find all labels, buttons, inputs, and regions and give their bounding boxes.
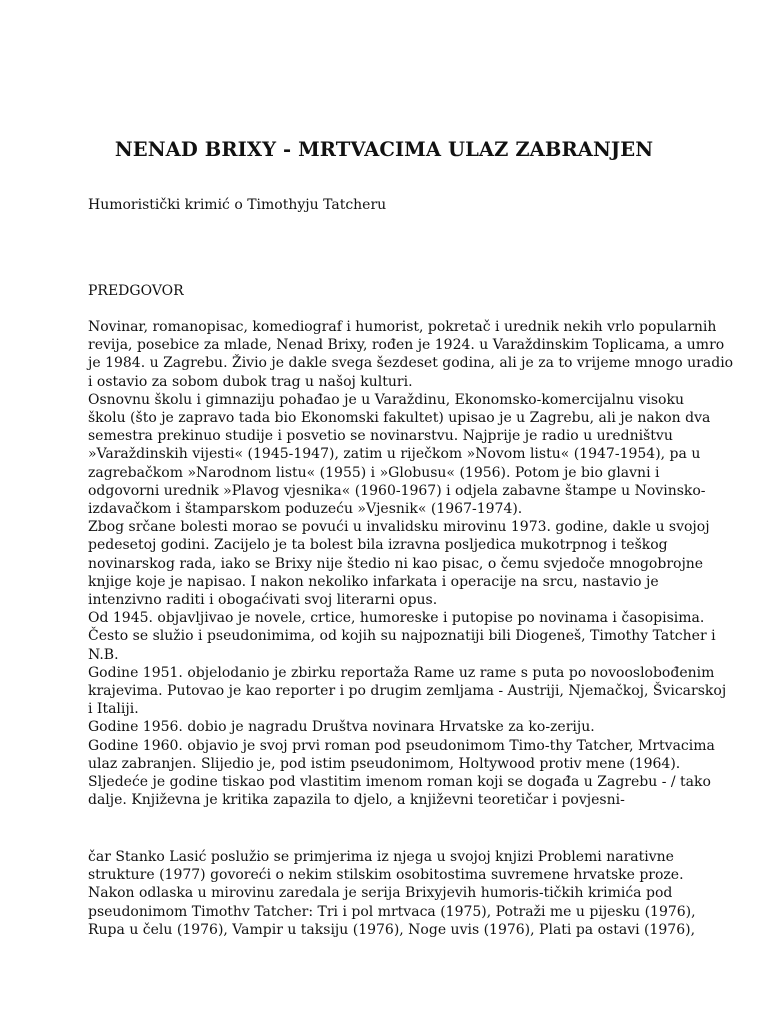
text-line: krajevima. Putovao je kao reporter i po drugim zemljama - Austriji, Njemačkoj, Švicarskoj xyxy=(88,683,727,700)
text-line: strukture (1977) govoreći o nekim stilskim osobitostima suvremene hrvatske proze. xyxy=(88,867,684,884)
text-line: pedesetoj godini. Zacijelo je ta bolest bila izravna posljedica mukotrpnog i teškog xyxy=(88,537,668,554)
body-paragraphs xyxy=(88,318,734,809)
text-line: intenzivno raditi i obogaćivati svoj literarni opus. xyxy=(88,592,438,609)
text-line: Godine 1951. objelodanio je zbirku reportaža Rame uz rame s puta po novooslobođenim xyxy=(88,664,715,681)
section-heading: PREDGOVOR xyxy=(88,283,184,299)
text-line: novinarskog rada, iako se Brixy nije štedio ni kao pisac, o čemu svjedoče mnogobrojne xyxy=(88,555,704,572)
text-line: čar Stanko Lasić poslužio se primjerima iz njega u svojoj knjizi Problemi narativne xyxy=(88,849,674,865)
document-subtitle: Humoristički krimić o Timothyju Tatcheru xyxy=(88,197,387,213)
text-line: semestra prekinuo studije i posvetio se novinarstvu. Najprije je radio u uredništvu xyxy=(88,428,673,445)
text-line: zagrebačkom »Narodnom listu« (1955) i »Globusu« (1956). Potom je bio glavni i xyxy=(88,464,660,481)
text-line: školu (što je zapravo tada bio Ekonomski fakultet) upisao je u Zagrebu, ali je nakon dva xyxy=(88,410,711,427)
text-line: N.B. xyxy=(88,646,119,663)
text-line: Često se služio i pseudonimima, od kojih su najpoznatiji bili Diogeneš, Timothy Tatcher i xyxy=(88,628,716,645)
text-line: je 1984. u Zagrebu. Živio je dakle svega šezdeset godina, ali je za to vrijeme mnogo uradio xyxy=(88,355,734,372)
text-line: i Italiji. xyxy=(88,701,139,718)
text-line: Sljedeće je godine tiskao pod vlastitim imenom roman koji se događa u Zagrebu - / tako xyxy=(88,774,711,791)
text-line: Godine 1960. objavio je svoj prvi roman pod pseudonimom Timo-thy Tatcher, Mrtvacima xyxy=(88,737,715,754)
text-line: pseudonimom Timothv Tatcher: Tri i pol mrtvaca (1975), Potraži me u pijesku (1976), xyxy=(88,903,696,920)
text-line: Godine 1956. dobio je nagradu Društva novinara Hrvatske za ko-zeriju. xyxy=(88,719,595,736)
text-line: ulaz zabranjen. Slijedio je, pod istim pseudonimom, Holtywood protiv mene (1964). xyxy=(88,755,681,772)
text-line: Od 1945. objavljivao je novele, crtice, humoreske i putopise po novinama i časopisima. xyxy=(88,610,705,627)
document-title: NENAD BRIXY - MRTVACIMA ULAZ ZABRANJEN xyxy=(114,138,654,161)
text-line: i ostavio za sobom dubok trag u našoj kulturi. xyxy=(88,373,413,390)
text-line: dalje. Književna je kritika zapazila to djelo, a književni teoretičar i povjesni- xyxy=(88,792,625,809)
text-line: odgovorni urednik »Plavog vjesnika« (1960-1967) i odjela zabavne štampe u Novinsko- xyxy=(88,482,706,499)
text-line: Zbog srčane bolesti morao se povući u invalidsku mirovinu 1973. godine, dakle u svojoj xyxy=(88,519,710,536)
text-line: Nakon odlaska u mirovinu zaredala je serija Brixyjevih humoris-tičkih krimića pod xyxy=(88,885,673,902)
text-line: Rupa u čelu (1976), Vampir u taksiju (1976), Noge uvis (1976), Plati pa ostavi (1976), xyxy=(88,921,696,938)
text-line: revija, posebice za mlade, Nenad Brixy, rođen je 1924. u Varaždinskim Toplicama, a umro xyxy=(88,337,725,354)
text-line: »Varaždinskih vijesti« (1945-1947), zatim u riječkom »Novom listu« (1947-1954), pa u xyxy=(88,446,701,463)
text-line: knjige koje je napisao. I nakon nekoliko infarkata i operacije na srcu, nastavio je xyxy=(88,573,659,590)
continued-paragraphs xyxy=(88,848,696,939)
text-line: izdavačkom i štamparskom poduzeću »Vjesnik« (1967-1974). xyxy=(88,501,523,518)
text-line: Novinar, romanopisac, komediograf i humorist, pokretač i urednik nekih vrlo popularnih xyxy=(88,319,717,335)
text-line: Osnovnu školu i gimnaziju pohađao je u Varaždinu, Ekonomsko-komercijalnu visoku xyxy=(88,391,684,408)
